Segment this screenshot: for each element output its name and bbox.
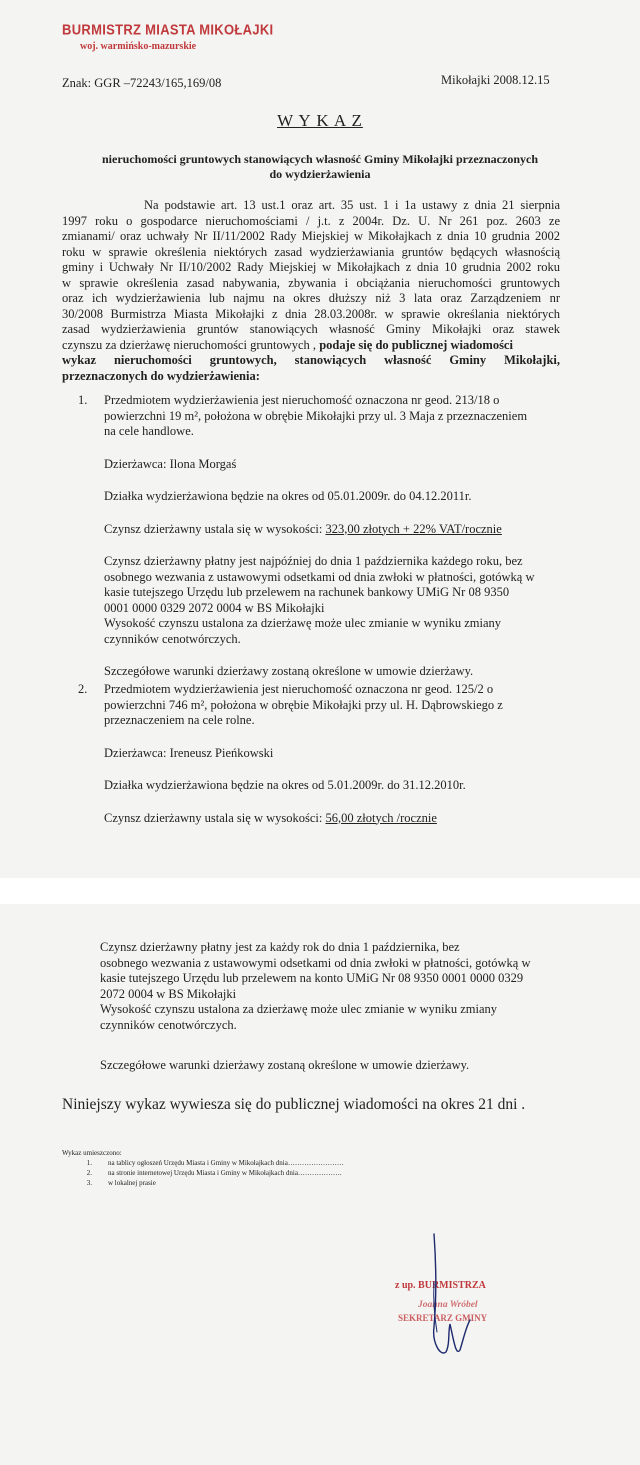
- intro-line: roku w sprawie określenia niektórych zasad wydzierżawiania gruntów będących własnością: [62, 244, 560, 259]
- posted-item: [62, 1168, 462, 1178]
- item-1: [104, 393, 574, 680]
- document-title: W Y K A Z: [277, 111, 363, 130]
- item-description: na cele handlowe.: [104, 424, 194, 438]
- payment-line: osobnego wezwania z ustawowymi odsetkami od dnia zwłoki w płatności, gotówką w: [100, 955, 531, 970]
- item-payment-terms: [104, 554, 574, 647]
- item-description: powierzchni 19 m², położona w obrębie Mikołajki przy ul. 3 Maja z przeznaczeniem: [104, 408, 528, 423]
- signature-stamp-line3: SEKRETARZ GMINY: [398, 1313, 488, 1323]
- page2-terms: Szczegółowe warunki dzierżawy zostaną określone w umowie dzierżawy.: [100, 1058, 470, 1072]
- item-terms: Szczegółowe warunki dzierżawy zostaną określone w umowie dzierżawy.: [104, 664, 474, 678]
- stamp-header-line1: BURMISTRZ MIASTA MIKOŁAJKI: [62, 20, 274, 39]
- intro-bold-line: przeznaczonych do wydzierżawienia:: [62, 368, 260, 383]
- intro-line: w sprawie określenia zasad nabywania, zbywania i obciążania nieruchomości gruntowych: [62, 275, 560, 290]
- item-period: Działka wydzierżawiona będzie na okres od 05.01.2009r. do 04.12.2011r.: [104, 489, 472, 503]
- intro-bold-text: podaje się do publicznej wiadomości: [319, 337, 513, 352]
- rent-value: 323,00 złotych + 22% VAT/rocznie: [325, 521, 502, 536]
- intro-line: zasad wydzierżawienia gruntów stanowiących własność Gminy Mikołajki oraz stawek: [62, 322, 560, 336]
- intro-line: 1997 roku o gospodarce nieruchomościami / j.t. z 2004r. Dz. U. Nr 261 poz. 2603 ze: [62, 213, 560, 228]
- rent-label: Czynsz dzierżawny ustala się w wysokości:: [104, 810, 323, 825]
- intro-line: oraz ich wydzierżawienia lub najmu na okres dłuższy niż 3 lata oraz Zarządzeniem nr: [62, 291, 560, 305]
- intro-line: gminy i Uchwały Nr II/10/2002 Rady Miejskiej w Mikołajkach z dnia 10 grudnia 2002 roku: [62, 260, 560, 274]
- item-description: Przedmiotem wydzierżawienia jest nieruchomość oznaczona nr geod. 125/2 o: [104, 682, 494, 696]
- item-description: Przedmiotem wydzierżawienia jest nieruchomość oznaczona nr geod. 213/18 o: [104, 393, 500, 407]
- intro-line: 30/2008 Burmistrza Miasta Mikołajki z dnia 28.03.2008r. w sprawie określania niektórych: [62, 306, 560, 321]
- payment-line: Wysokość czynszu ustalona za dzierżawę może ulec zmianie w wyniku zmiany: [104, 616, 502, 630]
- item-number: 1.: [78, 393, 88, 407]
- payment-line: 2072 0004 w BS Mikołajki: [100, 986, 237, 1001]
- subtitle-line: do wydzierżawienia: [269, 167, 371, 181]
- page2-payment-terms: [100, 940, 570, 1033]
- document-subtitle: [0, 152, 640, 182]
- posted-list: [62, 1158, 462, 1188]
- item-number: 2.: [78, 682, 88, 696]
- posted-text: w lokalnej prasie: [108, 1179, 156, 1187]
- intro-bold-line: wykaz nieruchomości gruntowych, stanowiących własność Gminy Mikołajki,: [62, 353, 560, 367]
- payment-line: Wysokość czynszu ustalona za dzierżawę może ulec zmianie w wyniku zmiany: [100, 1002, 498, 1016]
- posted-item: [62, 1158, 462, 1168]
- posted-item: [62, 1178, 462, 1188]
- posted-text: na stronie internetowej Urzędu Miasta i Gminy w Mikołajkach dnia……………….: [108, 1169, 342, 1177]
- signature-stamp-line2: Joanna Wróbel: [418, 1300, 478, 1310]
- item-period: Działka wydzierżawiona będzie na okres od 5.01.2009r. do 31.12.2010r.: [104, 778, 466, 792]
- item-tenant: Dzierżawca: Ireneusz Pieńkowski: [104, 745, 274, 760]
- document-page-2: [0, 904, 640, 1465]
- posted-num: 2.: [86, 1169, 92, 1177]
- intro-line: [62, 338, 560, 354]
- item-rent: [104, 811, 574, 827]
- handwritten-signature: [410, 1232, 500, 1372]
- payment-line: czynników cenotwórczych.: [100, 1017, 237, 1032]
- payment-line: kasie tutejszego Urzędu lub przelewem na konto UMiG Nr 08 9350 0001 0000 0329: [100, 971, 524, 985]
- place-date: Mikołajki 2008.12.15: [441, 73, 550, 87]
- item-rent: [104, 522, 574, 538]
- intro-line: zmianami/ oraz uchwały Nr II/11/2002 Rady Miejskiej w Mikołajkach z dnia 10 grudnia 2002: [62, 229, 560, 243]
- posted-num: 3.: [86, 1179, 92, 1187]
- subtitle-line: nieruchomości gruntowych stanowiących własność Gminy Mikołajki przeznaczonych: [102, 152, 538, 166]
- item-2: [104, 682, 574, 826]
- reference-number: Znak: GGR –72243/165,169/08: [62, 76, 222, 90]
- intro-text: czynszu za dzierżawę nieruchomości gruntowych ,: [62, 337, 317, 352]
- signature-stamp-line1: z up. BURMISTRZA: [395, 1280, 486, 1291]
- payment-line: kasie tutejszego Urzędu lub przelewem na rachunek bankowy UMiG Nr 08 9350: [104, 585, 510, 599]
- item-description: powierzchni 746 m², położona w obrębie Mikołajki przy ul. H. Dąbrowskiego z: [104, 697, 503, 712]
- payment-line: 0001 0000 0329 2072 0004 w BS Mikołajki: [104, 600, 325, 615]
- intro-line: Na podstawie art. 13 ust.1 oraz art. 35 ust. 1 i 1a ustawy z dnia 21 sierpnia: [144, 198, 560, 212]
- notice-line: Niniejszy wykaz wywiesza się do publicznej wiadomości na okres 21 dni .: [62, 1096, 526, 1113]
- intro-paragraph: [62, 198, 560, 384]
- payment-line: osobnego wezwania z ustawowymi odsetkami od dnia zwłoki w płatności, gotówką w: [104, 569, 535, 584]
- item-tenant: Dzierżawca: Ilona Morgaś: [104, 456, 237, 471]
- posted-text: na tablicy ogłoszeń Urzędu Miasta i Gminy w Mikołajkach dnia……………………: [108, 1159, 344, 1167]
- payment-line: Czynsz dzierżawny płatny jest za każdy rok do dnia 1 października, bez: [100, 940, 460, 954]
- posted-label: Wykaz umieszczono:: [62, 1149, 122, 1157]
- item-description: przeznaczeniem na cele rolne.: [104, 713, 255, 727]
- posted-num: 1.: [86, 1159, 92, 1167]
- rent-value: 56,00 złotych /rocznie: [325, 810, 437, 825]
- rent-label: Czynsz dzierżawny ustala się w wysokości:: [104, 521, 323, 536]
- stamp-header-line2: woj. warmińsko-mazurskie: [80, 41, 197, 52]
- payment-line: Czynsz dzierżawny płatny jest najpóźniej do dnia 1 października każdego roku, bez: [104, 554, 523, 568]
- payment-line: czynników cenotwórczych.: [104, 631, 241, 646]
